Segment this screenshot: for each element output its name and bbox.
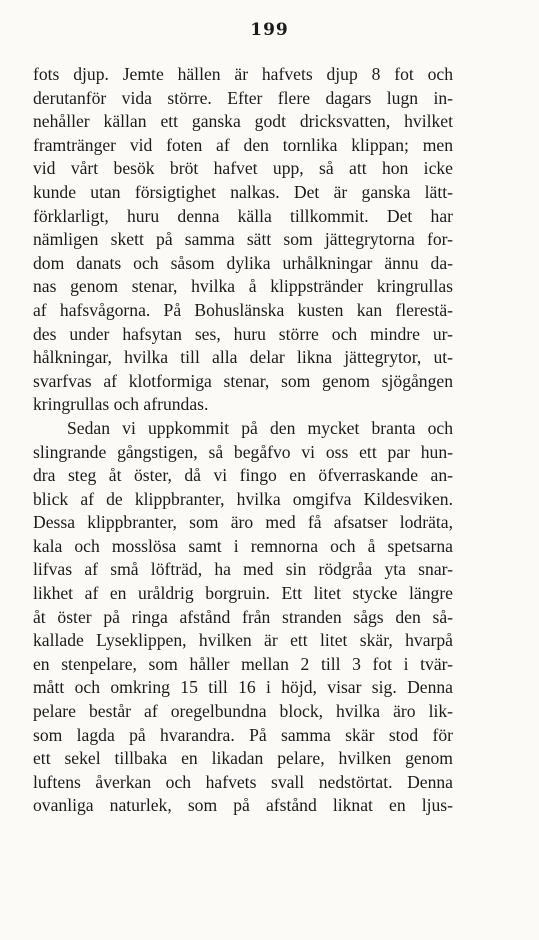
text-line: åt öster på ringa afstånd från stranden sågs den så- (33, 606, 453, 627)
text-line: kala och mosslösa samt i remnorna och å spetsarna (33, 535, 453, 556)
paragraph-2 (33, 417, 453, 818)
text-line: Sedan vi uppkommit på den mycket branta och (67, 417, 453, 438)
text-line: nehåller källan ett ganska godt dricksvatten, hvilket (33, 111, 453, 132)
text-line: kunde utan försigtighet nalkas. Det är ganska lätt- (33, 181, 453, 202)
text-line: Dessa klippbranter, som äro med få afsatser lodräta, (33, 512, 453, 533)
body-text (33, 63, 453, 818)
text-line: lifvas af små löfträd, ha med sin rödgråa yta snar- (33, 559, 453, 580)
text-line: förklarligt, huru denna källa tillkommit. Det har (33, 205, 453, 226)
text-line: luftens åverkan och hafvets svall nedstörtat. Denna (33, 771, 453, 792)
text-line: likhet af en uråldrig borgruin. Ett litet stycke längre (33, 583, 453, 604)
text-line: som lagda på hvarandra. På samma skär stod för (33, 724, 453, 745)
text-line: mått och omkring 15 till 16 i höjd, visar sig. Denna (33, 677, 453, 698)
text-line: kallade Lyseklippen, hvilken är ett litet skär, hvarpå (33, 630, 453, 651)
text-line: derutanför vida större. Efter flere dagars lugn in- (33, 87, 453, 108)
text-line: nas genom stenar, hvilka å klippstränder kringrullas (33, 276, 453, 297)
page-number: 199 (250, 20, 289, 40)
paragraph-1 (33, 63, 453, 417)
text-line: nämligen skett på samma sätt som jättegrytorna for- (33, 229, 453, 250)
text-line: fots djup. Jemte hällen är hafvets djup 8 fot och (33, 64, 453, 84)
text-line: en stenpelare, som håller mellan 2 till 3 fot i tvär- (33, 653, 453, 674)
text-line: des under hafsytan ses, huru större och mindre ur- (33, 323, 453, 344)
text-line: blick af de klippbranter, hvilka omgifva Kildesviken. (33, 488, 453, 509)
text-line: ovanliga naturlek, som på afstånd liknat en ljus- (33, 795, 453, 816)
text-line: framtränger vid foten af den tornlika klippan; men (33, 134, 453, 155)
text-line: af hafsvågorna. På Bohuslänska kusten kan flerestä- (33, 299, 453, 320)
text-line: dom danats och såsom dylika urhålkningar ännu da- (33, 252, 453, 273)
text-line: svarfvas af klotformiga stenar, som genom sjögången (33, 370, 453, 391)
text-line: hålkningar, hvilka till alla delar likna jättegrytor, ut- (33, 347, 453, 368)
text-line: slingrande gångstigen, så begåfvo vi oss ett par hun- (33, 441, 453, 462)
text-line: vid vårt besök bröt hafvet upp, så att hon icke (33, 158, 453, 179)
text-line: kringrullas och afrundas. (33, 394, 209, 415)
text-line: pelare består af oregelbundna block, hvilka äro lik- (33, 701, 453, 722)
text-line: ett sekel tillbaka en likadan pelare, hvilken genom (33, 748, 453, 769)
text-line: dra steg åt öster, då vi fingo en öfverraskande an- (33, 465, 453, 486)
